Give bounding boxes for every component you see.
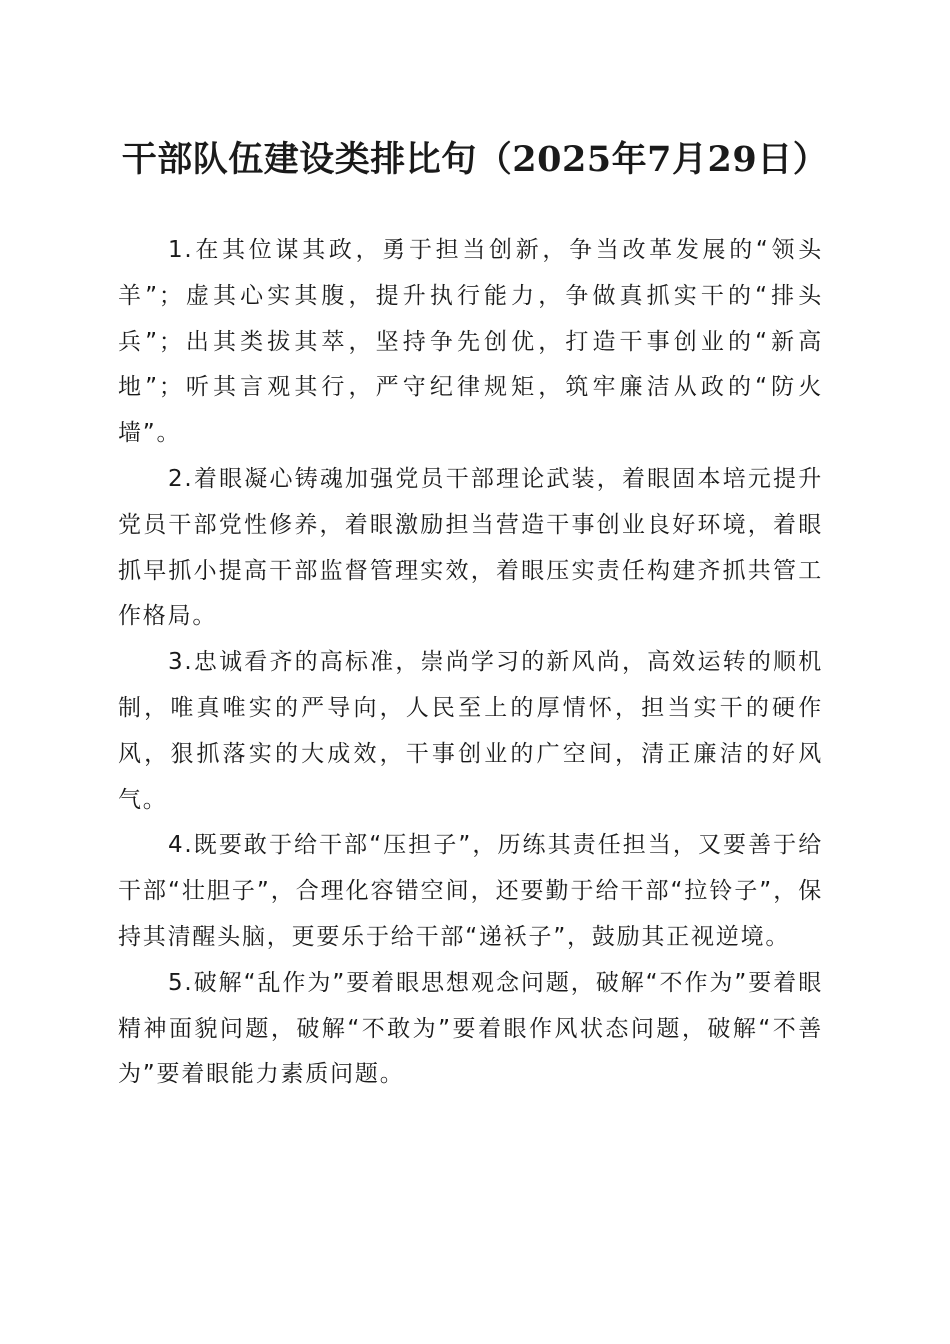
- document-body: [118, 228, 823, 1098]
- page-title: 干部队伍建设类排比句（2025年7月29日）: [121, 139, 829, 180]
- paragraph-3: 3.忠诚看齐的高标准，崇尚学习的新风尚，高效运转的顺机制，唯真唯实的严导向，人民至上的厚情怀，担当实干的硬作风，狠抓落实的大成效，干事创业的广空间，清正廉洁的好风气。: [118, 649, 823, 813]
- paragraph-1: 1.在其位谋其政，勇于担当创新，争当改革发展的“领头羊”；虚其心实其腹，提升执行能力，争做真抓实干的“排头兵”；出其类拔其萃，坚持争先创优，打造干事创业的“新高地”；听其言观其行，严守纪律规矩，筑牢廉洁从政的“防火墙”。: [118, 237, 823, 447]
- paragraph-5: 5.破解“乱作为”要着眼思想观念问题，破解“不作为”要着眼精神面貌问题，破解“不敢为”要着眼作风状态问题，破解“不善为”要着眼能力素质问题。: [118, 969, 823, 1088]
- paragraph-2: 2.着眼凝心铸魂加强党员干部理论武装，着眼固本培元提升党员干部党性修养，着眼激励担当营造干事创业良好环境，着眼抓早抓小提高干部监督管理实效，着眼压实责任构建齐抓共管工作格局。: [118, 465, 823, 630]
- paragraph-4: 4.既要敢于给干部“压担子”，历练其责任担当，又要善于给干部“壮胆子”，合理化容错空间，还要勤于给干部“拉铃子”，保持其清醒头脑，更要乐于给干部“递袄子”，鼓励其正视逆境。: [118, 832, 823, 950]
